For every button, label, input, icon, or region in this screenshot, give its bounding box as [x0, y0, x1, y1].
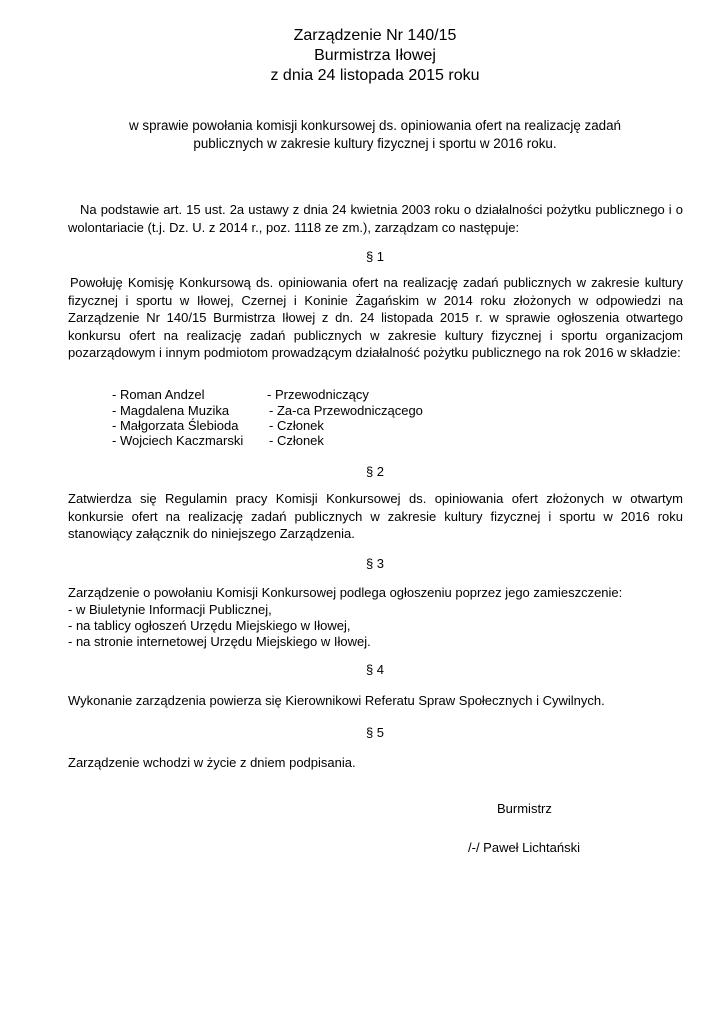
section-2-heading: § 2: [365, 464, 385, 479]
subject-line-1: w sprawie powołania komisji konkursowej ds. opiniowania ofert na realizację zadań: [129, 118, 621, 133]
member-name: - Małgorzata Ślebioda: [112, 418, 239, 433]
section-3-line-1: Zarządzenie o powołaniu Komisji Konkursowej podlega ogłoszeniu poprzez jego zamieszczenie:: [68, 585, 623, 600]
member-name: - Magdalena Muzika: [112, 403, 230, 418]
member-role: - Przewodniczący: [267, 387, 369, 402]
member-role: - Za-ca Przewodniczącego: [269, 403, 423, 418]
section-5-text: Zarządzenie wchodzi w życie z dniem podpisania.: [68, 755, 356, 770]
section-4-heading: § 4: [365, 662, 385, 677]
member-name: - Wojciech Kaczmarski: [112, 433, 244, 448]
section-3-line-2: - w Biuletynie Informacji Publicznej,: [68, 602, 272, 617]
signature-name: /-/ Paweł Lichtański: [468, 840, 580, 855]
subject-line-2: publicznych w zakresie kultury fizycznej i sportu w 2016 roku.: [193, 136, 557, 151]
section-3-line-4: - na stronie internetowej Urzędu Miejskiego w Iłowej.: [68, 634, 371, 649]
document-title-number: Zarządzenie Nr 140/15: [293, 27, 457, 44]
section-4-text: Wykonanie zarządzenia powierza się Kierownikowi Referatu Spraw Społecznych i Cywilnych.: [68, 693, 605, 708]
document-title-issuer: Burmistrza Iłowej: [314, 47, 436, 64]
member-role: - Członek: [269, 418, 324, 433]
member-name: - Roman Andzel: [112, 387, 205, 402]
section-2-text: Zatwierdza się Regulamin pracy Komisji Konkursowej ds. opiniowania ofert złożonych w otwartym konkursie ofert na realizację zadań publicznych w zakresie kultury fizycznej i sportu w 2016 roku stanowiący załącznik do niniejszego Zarządzenia.: [68, 491, 683, 541]
section-3-heading: § 3: [365, 556, 385, 571]
preamble: Na podstawie art. 15 ust. 2a ustawy z dnia 24 kwietnia 2003 roku o działalności pożytku publicznego i o wolontariacie (t.j. Dz. U. z 2014 r., poz. 1118 ze zm.), zarządzam co następuje:: [68, 202, 683, 235]
signature-title: Burmistrz: [497, 801, 552, 816]
section-1-heading: § 1: [365, 249, 385, 264]
member-role: - Członek: [269, 433, 324, 448]
section-1-text: Powołuję Komisję Konkursową ds. opiniowania ofert na realizację zadań publicznych w zakresie kultury fizycznej i sportu w Iłowej, Czernej i Koninie Żagańskim w 2014 roku złożonych w odpowiedzi na Zarządzenie Nr 140/15 Burmistrza Iłowej z dn. 24 listopada 2015 r. w sprawie ogłoszenia otwartego konkursu ofert na realizację zadań publicznych w zakresie kultury fizycznej i sportu organizacjom pozarządowym i innym podmiotom prowadzącym działalność pożytku publicznego na rok 2016 w składzie:: [68, 275, 683, 360]
document-title-date: z dnia 24 listopada 2015 roku: [270, 67, 480, 84]
section-5-heading: § 5: [365, 725, 385, 740]
section-3-line-3: - na tablicy ogłoszeń Urzędu Miejskiego w Iłowej,: [68, 618, 351, 633]
